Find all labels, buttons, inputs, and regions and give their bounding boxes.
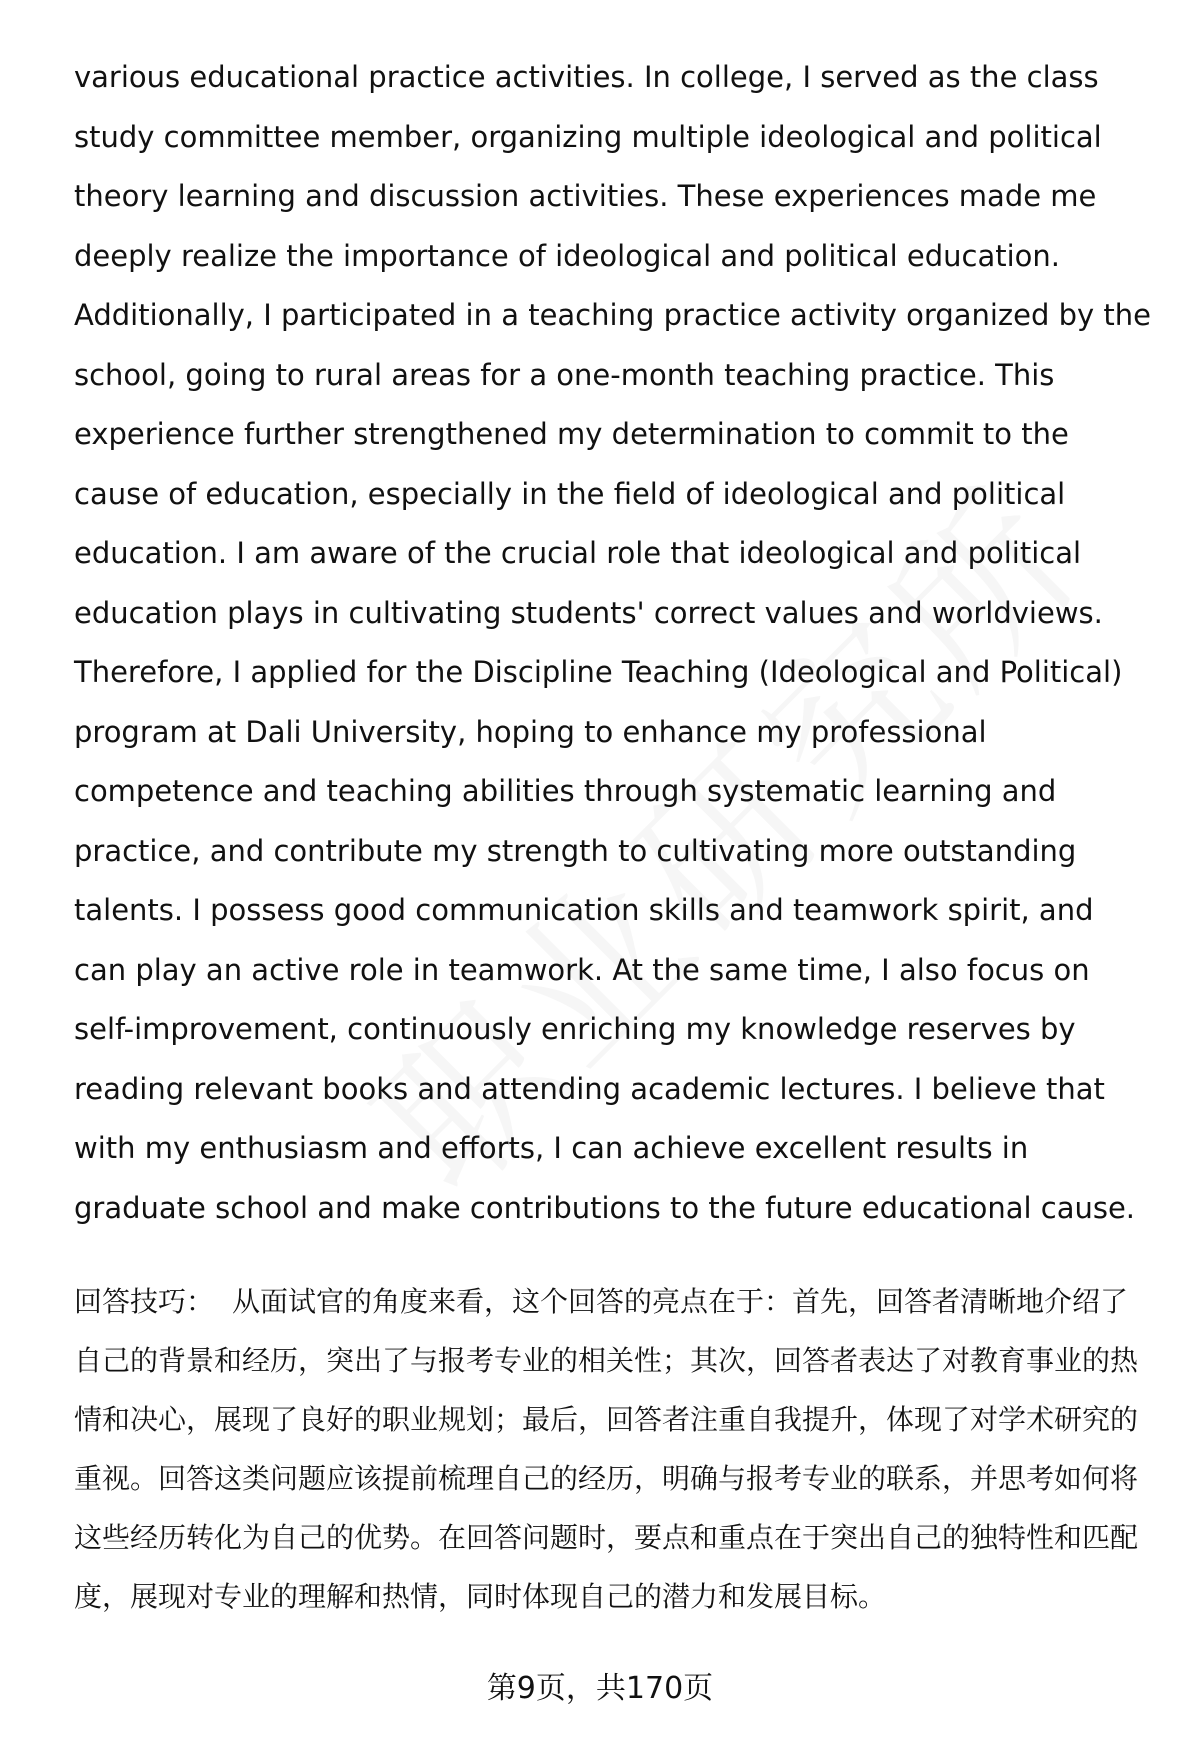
- answer-tip: [74, 1272, 1154, 1626]
- tip-text: 从面试官的角度来看，这个回答的亮点在于：首先，回答者清晰地介绍了自己的背景和经历，突出了与报考专业的相关性；其次，回答者表达了对教育事业的热情和决心，展现了良好的职业规划；最后，回答者注重自我提升，体现了对学术研究的重视。回答这类问题应该提前梳理自己的经历，明确与报考专业的联系，并思考如何将这些经历转化为自己的优势。在回答问题时，要点和重点在于突出自己的独特性和匹配度，展现对专业的理解和热情，同时体现自己的潜力和发展目标。: [74, 1285, 1139, 1613]
- tip-label: 回答技巧：: [74, 1285, 215, 1318]
- page-number: 第9页，共170页: [486, 1671, 714, 1706]
- answer-paragraph: various educational practice activities. In college, I served as the class study committee member, organizing multiple ideological and political theory learning and discussion activities. These experiences made me deeply realize the importance of ideological and political education. Additionally, I participated in a teaching practice activity organized by the school, going to rural areas for a one-month teaching practice. This experience further strengthened my determination to commit to the cause of education, especially in the field of ideological and political education. I am aware of the crucial role that ideological and political education plays in cultivating students' correct values and worldviews. Therefore, I applied for the Discipline Teaching (Ideological and Political) program at Dali University, hoping to enhance my professional competence and teaching abilities through systematic learning and practice, and contribute my strength to cultivating more outstanding talents. I possess good communication skills and teamwork spirit, and can play an active role in teamwork. At the same time, I also focus on self-improvement, continuously enriching my knowledge reserves by reading relevant books and attending academic lectures. I believe that with my enthusiasm and efforts, I can achieve excellent results in graduate school and make contributions to the future educational cause.: [74, 60, 1152, 1225]
- page-content: [74, 48, 1154, 1626]
